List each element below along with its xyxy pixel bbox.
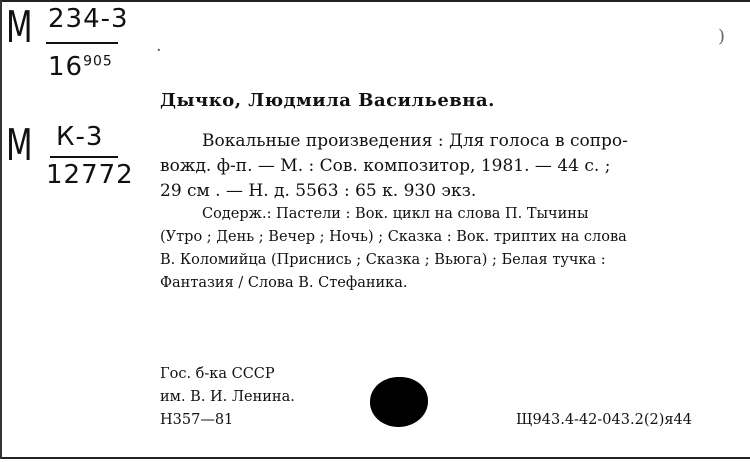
ink-blot	[370, 377, 428, 427]
description-line-3: 29 см . — Н. д. 5563 : 65 к. 930 экз.	[160, 181, 477, 201]
author-heading: Дычко, Людмила Васильевна.	[160, 90, 495, 111]
contents-line-2: (Утро ; День ; Вечер ; Ночь) ; Сказка : Вок. триптих на слова	[160, 229, 627, 245]
shelf-mark-letter-2: М	[6, 120, 33, 171]
shelf-mark-denominator-1-main: 16	[48, 52, 84, 82]
contents-line-1: Содерж.: Пастели : Вок. цикл на слова П. Тычины	[202, 206, 589, 222]
shelf-mark-numerator-1: 234-3	[48, 4, 129, 34]
shelf-mark-numerator-2: К-3	[56, 122, 104, 152]
card-bottom-border	[0, 457, 750, 459]
library-line-1: Гос. б-ка СССР	[160, 366, 275, 382]
shelf-mark-letter-1: М	[6, 2, 33, 53]
library-line-3: Н357—81	[160, 412, 234, 428]
contents-line-3: В. Коломийца (Приснись ; Сказка ; Вьюга) ; Белая тучка :	[160, 252, 606, 268]
stray-mark: )	[718, 26, 726, 47]
shelf-mark-denominator-1-sup: 905	[83, 53, 113, 70]
description-line-1: Вокальные произведения : Для голоса в сопро-	[202, 131, 628, 151]
card-top-border	[0, 0, 750, 2]
shelf-mark-denominator-2: 12772	[46, 160, 134, 190]
stray-dot: ·	[156, 40, 162, 61]
contents-line-4: Фантазия / Слова В. Стефаника.	[160, 275, 408, 291]
library-line-2: им. В. И. Ленина.	[160, 389, 295, 405]
description-line-2: вожд. ф-п. — М. : Сов. композитор, 1981. — 44 с. ;	[160, 156, 611, 176]
classification-code: Щ943.4-42-043.2(2)я44	[516, 412, 692, 428]
shelf-mark-fraction-line-1	[46, 42, 118, 44]
shelf-mark-denominator-1	[48, 52, 113, 82]
shelf-mark-fraction-line-2	[50, 156, 118, 158]
card-left-border	[0, 0, 2, 459]
